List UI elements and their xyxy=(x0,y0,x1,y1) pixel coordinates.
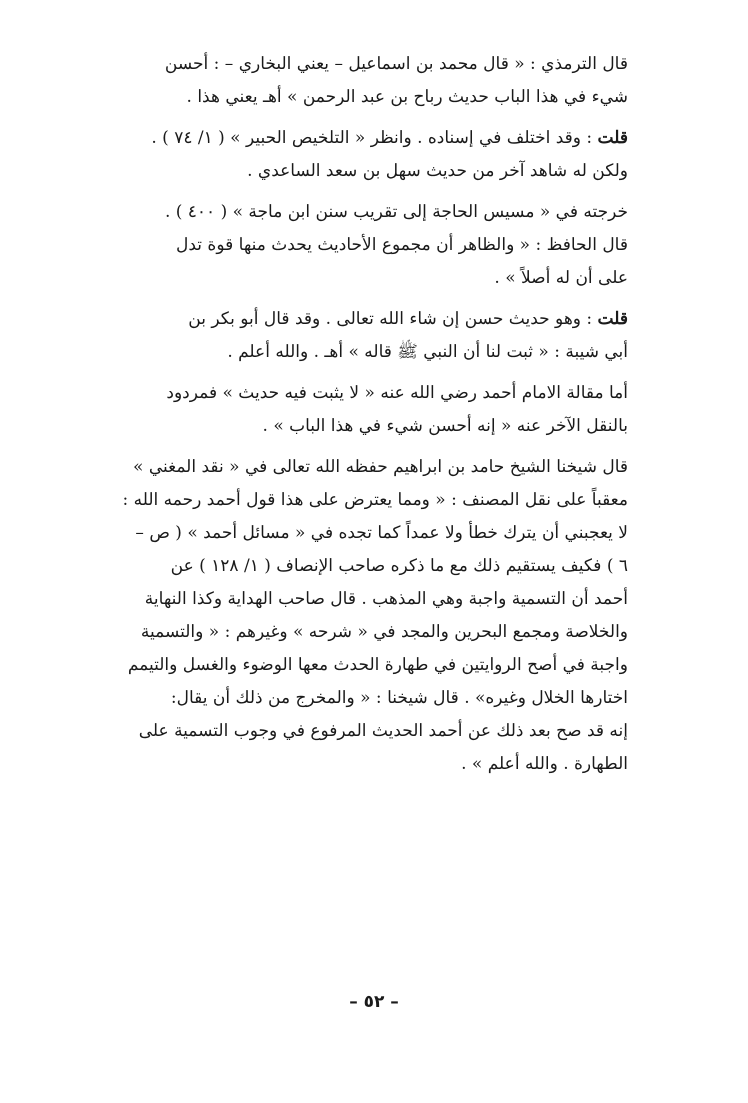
paragraph-shahid xyxy=(100,155,628,188)
paragraph-imam-ahmad xyxy=(100,377,628,443)
paragraph-text: ولكن له شاهد آخر من حديث سهل بن سعد الساعدي . xyxy=(247,161,628,181)
page-number: – ٥٢ – xyxy=(349,992,399,1012)
paragraph-text: قال الترمذي : « قال محمد بن اسماعيل – يعني البخاري – : أحسن شيء في هذا الباب حديث رباح بن عبد الرحمن » أهـ يعني هذا . xyxy=(164,54,628,107)
page-body xyxy=(100,48,628,781)
paragraph-takhrij xyxy=(100,196,628,229)
paragraph-shaykh-hamid xyxy=(100,451,628,781)
paragraph-hafiz xyxy=(100,229,628,295)
paragraph-qultu-isnad xyxy=(100,122,628,155)
paragraph-qultu-hasan xyxy=(100,303,628,369)
paragraph-lead: قلت xyxy=(597,309,628,329)
paragraph-text: أما مقالة الامام أحمد رضي الله عنه « لا يثبت فيه حديث » فمردود بالنقل الآخر عنه « إنه أحسن شيء في هذا الباب » . xyxy=(166,383,628,436)
paragraph-lead: قلت xyxy=(597,128,628,148)
paragraph-text: : وقد اختلف في إسناده . وانظر « التلخيص الحبير » ( ١/ ٧٤ ) . xyxy=(151,128,598,148)
paragraph-text: : وهو حديث حسن إن شاء الله تعالى . وقد قال أبو بكر بن أبي شيبة : « ثبت لنا أن النبي ﷺ قاله » أهـ . والله أعلم . xyxy=(188,309,628,362)
paragraph-text: قال شيخنا الشيخ حامد بن ابراهيم حفظه الله تعالى في « نقد المغني » معقباً على نقل المصنف : « ومما يعترض على هذا قول أحمد رحمه الله : لا يعجبني أن يترك خطأ ولا عمداً كما تجده في « مسائل أحمد » ( ص – ٦ ) فكيف يستقيم ذلك مع ما ذكره صاحب الإنصاف ( ١/ ١٢٨ ) عن أحمد أن التسمية واجبة وهي المذهب . قال صاحب الهداية وكذا النهاية والخلاصة ومجمع البحرين والمجد في « شرحه » وغيرهم : « والتسمية واجبة في أصح الروايتين في طهارة الحدث معها الوضوء والغسل والتيمم اختارها الخلال وغيره» . قال شيخنا : « والمخرج من ذلك أن يقال: إنه قد صح بعد ذلك عن أحمد الحديث المرفوع في وجوب التسمية على الطهارة . والله أعلم » . xyxy=(122,457,628,774)
paragraph-text: قال الحافظ : « والظاهر أن مجموع الأحاديث يحدث منها قوة تدل على أن له أصلاً » . xyxy=(176,235,628,288)
paragraph-tirmidhi-quote xyxy=(100,48,628,114)
paragraph-text: خرجته في « مسيس الحاجة إلى تقريب سنن ابن ماجة » ( ٤٠٠ ) . xyxy=(164,202,628,222)
